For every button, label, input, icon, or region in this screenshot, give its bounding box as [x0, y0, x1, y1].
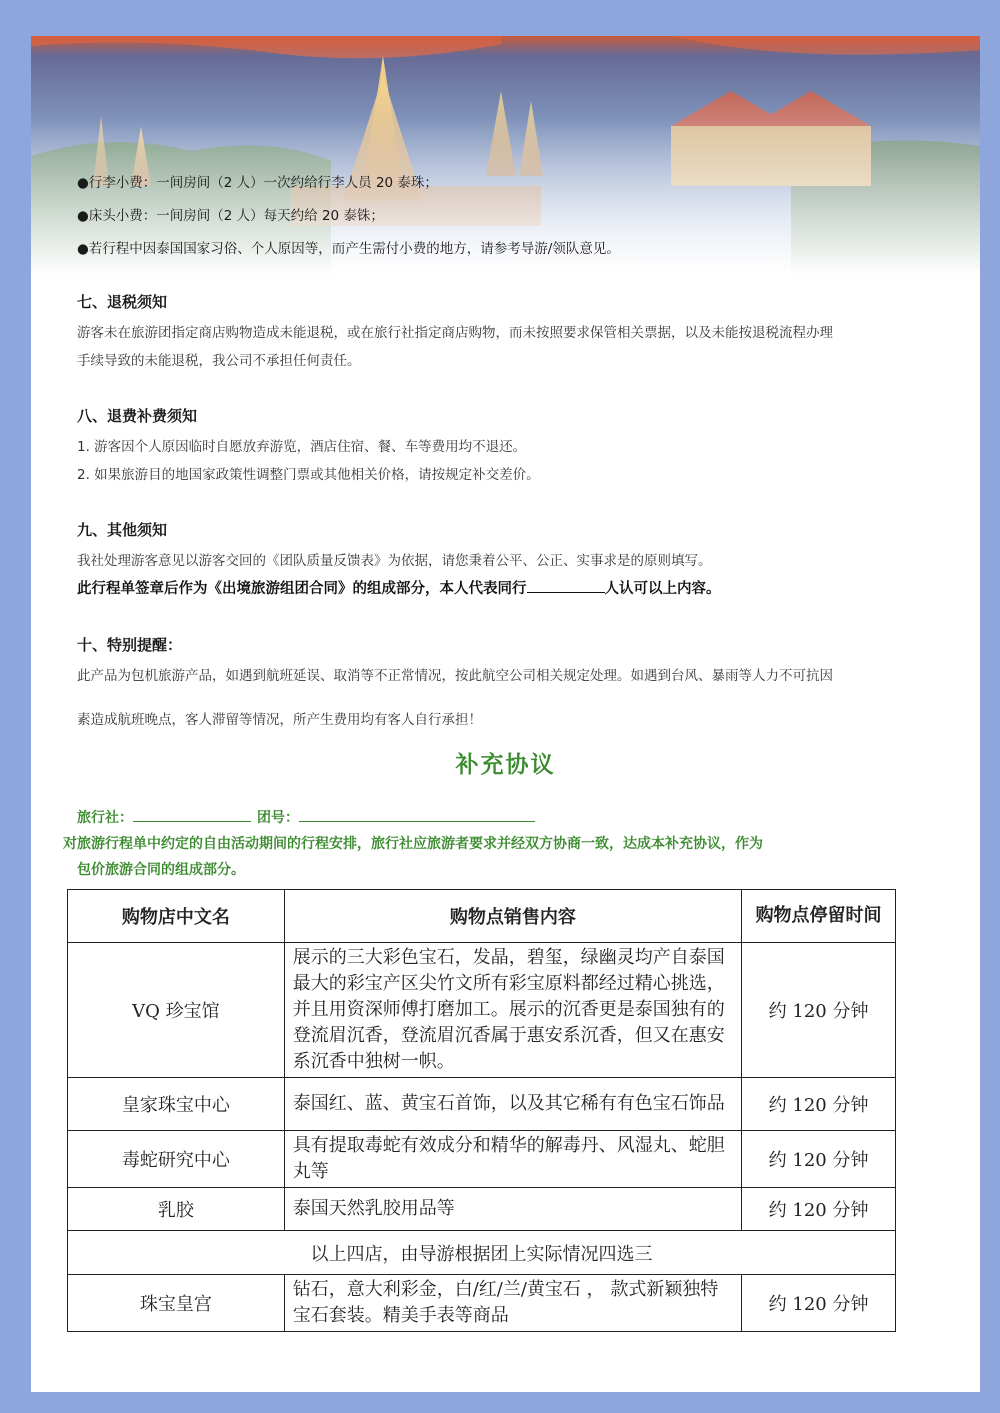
store-content: 泰国天然乳胶用品等	[284, 1188, 741, 1231]
table-row	[68, 1078, 896, 1131]
store-content: 具有提取毒蛇有效成分和精华的解毒丹、风湿丸、蛇胆丸等	[284, 1131, 741, 1188]
section-other	[77, 519, 937, 603]
section-title: 七、退税须知	[77, 293, 168, 311]
shopping-table	[67, 889, 896, 1332]
paragraph: 素造成航班晚点，客人滞留等情况，所产生费用均有客人自行承担！	[77, 712, 482, 728]
store-time: 约 120 分钟	[742, 1131, 896, 1188]
section-tax-refund	[77, 291, 937, 375]
paragraph: 1. 游客因个人原因临时自愿放弃游览，酒店住宿、餐、车等费用均不退还。	[77, 439, 527, 455]
section-title: 八、退费补费须知	[77, 407, 198, 425]
section-special-reminder	[77, 634, 937, 734]
table-header-row	[68, 890, 896, 943]
supplement-title: 补充协议	[455, 752, 556, 778]
paragraph: 游客未在旅游团指定商店购物造成未能退税，或在旅行社指定商店购物，而未按照要求保管相关票据，以及未能按退税流程办理	[77, 325, 833, 341]
tip-bedside: ●床头小费：一间房间（2 人）每天约给 20 泰铢；	[77, 208, 384, 224]
table-note-row	[68, 1231, 896, 1275]
paragraph: 此产品为包机旅游产品，如遇到航班延误、取消等不正常情况，按此航空公司相关规定处理。如遇到台风、暴雨等人力不可抗因	[77, 668, 833, 684]
store-time: 约 120 分钟	[742, 1275, 896, 1332]
document-page	[31, 36, 980, 1392]
agency-blank[interactable]	[133, 808, 251, 822]
section-title: 九、其他须知	[77, 521, 168, 539]
table-row	[68, 1188, 896, 1231]
table-row	[68, 943, 896, 1078]
header-stay-time: 购物点停留时间	[742, 890, 896, 943]
paragraph: 我社处理游客意见以游客交回的《团队质量反馈表》为依据，请您秉着公平、公正、实事求是的原则填写。	[77, 553, 712, 569]
store-time: 约 120 分钟	[742, 1078, 896, 1131]
store-content: 泰国红、蓝、黄宝石首饰，以及其它稀有有色宝石饰品	[284, 1078, 741, 1131]
paragraph: 手续导致的未能退税，我公司不承担任何责任。	[77, 353, 361, 369]
tipping-list	[77, 167, 620, 266]
header-sales-content: 购物点销售内容	[284, 890, 741, 943]
store-name: 皇家珠宝中心	[68, 1078, 285, 1131]
paragraph: 2. 如果旅游目的地国家政策性调整门票或其他相关价格，请按规定补交差价。	[77, 467, 540, 483]
section-refund-rules	[77, 405, 937, 489]
agency-group-line: 旅行社： 团号：	[77, 807, 535, 827]
tip-luggage: ●行李小费：一间房间（2 人）一次约给行李人员 20 泰珠；	[77, 175, 438, 191]
store-name: VQ 珍宝馆	[68, 943, 285, 1078]
store-content: 展示的三大彩色宝石，发晶，碧玺，绿幽灵均产自泰国最大的彩宝产区尖竹文所有彩宝原料都经过精心挑选，并且用资深师傅打磨加工。展示的沉香更是泰国独有的登流眉沉香，登流眉沉香属于惠安系沉香，但又在惠安系沉香中独树一帜。	[284, 943, 741, 1078]
companion-count-blank[interactable]	[527, 579, 605, 593]
table-row	[68, 1275, 896, 1332]
header-store-name: 购物店中文名	[68, 890, 285, 943]
store-time: 约 120 分钟	[742, 943, 896, 1078]
table-row	[68, 1131, 896, 1188]
supplement-intro-line1: 对旅游行程单中约定的自由活动期间的行程安排，旅行社应旅游者要求并经双方协商一致，达成本补充协议，作为	[63, 836, 763, 852]
store-name: 乳胶	[68, 1188, 285, 1231]
store-time: 约 120 分钟	[742, 1188, 896, 1231]
store-name: 毒蛇研究中心	[68, 1131, 285, 1188]
supplement-intro-line2: 包价旅游合同的组成部分。	[77, 862, 245, 878]
store-name: 珠宝皇宫	[68, 1275, 285, 1332]
contract-statement: 此行程单签章后作为《出境旅游组团合同》的组成部分，本人代表同行 人认可以上内容。	[77, 581, 721, 597]
table-note: 以上四店，由导游根据团上实际情况四选三	[68, 1231, 896, 1275]
store-content: 钻石，意大利彩金，白/红/兰/黄宝石 ， 款式新颖独特宝石套装。精美手表等商品	[284, 1275, 741, 1332]
tip-other: ●若行程中因泰国国家习俗、个人原因等，而产生需付小费的地方，请参考导游/领队意见。	[77, 241, 620, 257]
section-title: 十、特别提醒：	[77, 636, 183, 654]
group-number-blank[interactable]	[299, 808, 535, 822]
